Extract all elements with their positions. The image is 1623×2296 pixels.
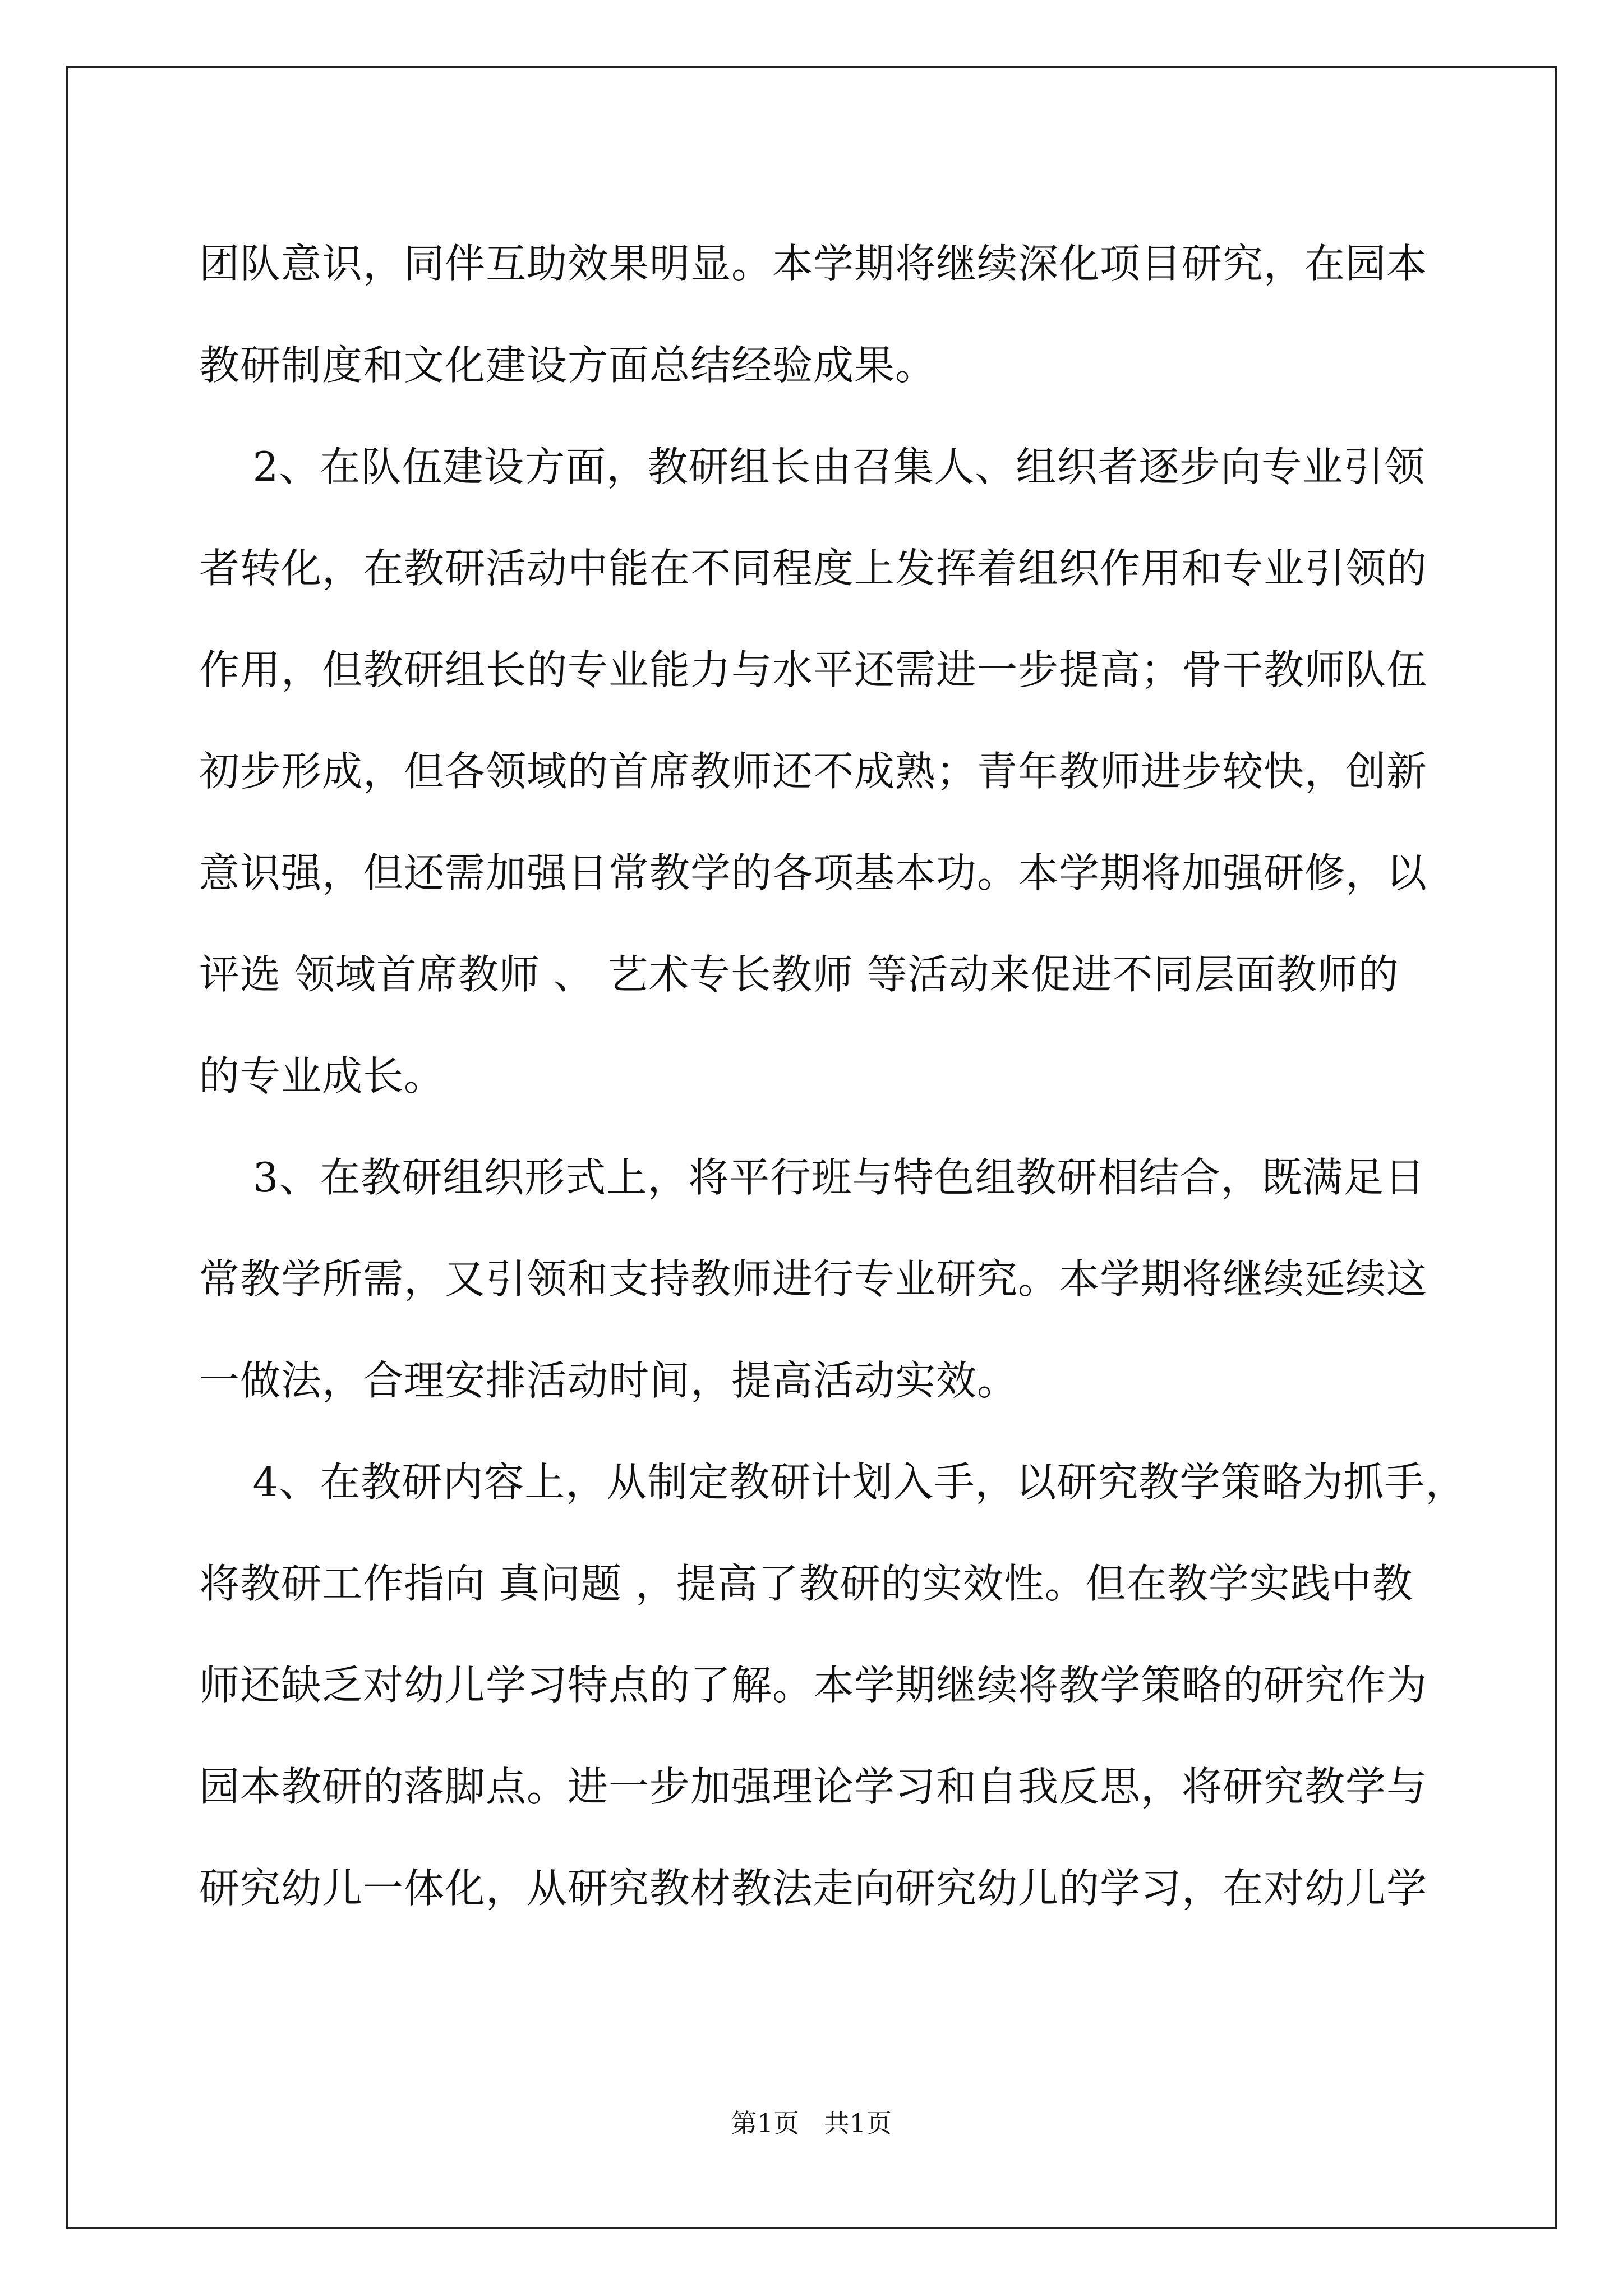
- text-line: 4、在教研内容上，从制定教研计划入手，以研究教学策略为抓手，: [199, 1458, 1467, 1506]
- text-line: 将教研工作指向 真问题 ，提高了教研的实效性。但在教学实践中教: [199, 1560, 1413, 1607]
- text-line: 意识强，但还需加强日常教学的各项基本功。本学期将加强研修，以: [199, 849, 1428, 896]
- text-line: 教研制度和文化建设方面总结经验成果。: [199, 342, 937, 389]
- page-footer: 第1页 共1页: [731, 2108, 892, 2138]
- text-line: 评选 领域首席教师 、 艺术专长教师 等活动来促进不同层面教师的: [199, 951, 1399, 998]
- text-line: 一做法，合理安排活动时间，提高活动实效。: [199, 1357, 1018, 1404]
- text-line: 师还缺乏对幼儿学习特点的了解。本学期继续将教学策略的研究作为: [199, 1662, 1428, 1709]
- text-line: 园本教研的落脚点。进一步加强理论学习和自我反思，将研究教学与: [199, 1763, 1428, 1810]
- text-line: 的专业成长。: [199, 1052, 445, 1099]
- text-line: 常教学所需，又引领和支持教师进行专业研究。本学期将继续延续这: [199, 1255, 1428, 1303]
- text-line: 初步形成，但各领域的首席教师还不成熟；青年教师进步较快，创新: [199, 748, 1428, 795]
- text-line: 团队意识，同伴互助效果明显。本学期将继续深化项目研究，在园本: [199, 240, 1428, 287]
- text-line: 2、在队伍建设方面，教研组长由召集人、组织者逐步向专业引领: [199, 443, 1426, 490]
- text-line: 3、在教研组织形式上，将平行班与特色组教研相结合，既满足日: [199, 1154, 1426, 1201]
- document-body: [199, 213, 1467, 1939]
- text-line: 研究幼儿一体化，从研究教材教法走向研究幼儿的学习，在对幼儿学: [199, 1865, 1428, 1912]
- text-line: 者转化，在教研活动中能在不同程度上发挥着组织作用和专业引领的: [199, 545, 1428, 592]
- text-line: 作用，但教研组长的专业能力与水平还需进一步提高；骨干教师队伍: [199, 646, 1428, 693]
